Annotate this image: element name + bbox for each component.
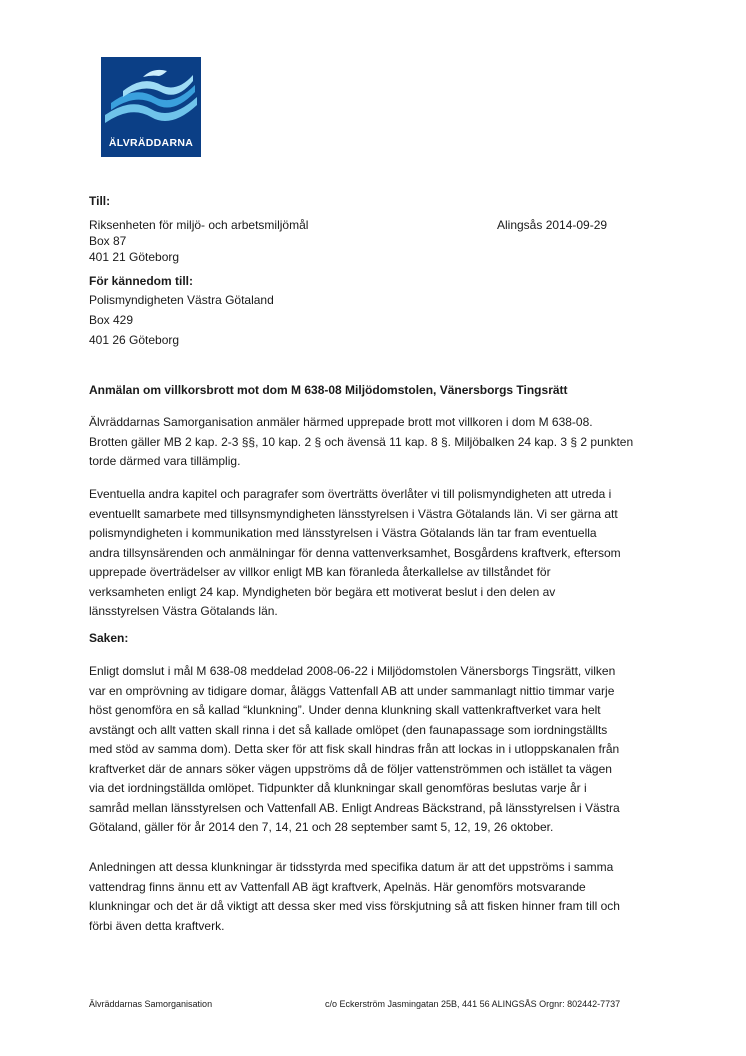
subject-heading: Anmälan om villkorsbrott mot dom M 638-08 Miljödomstolen, Vänersborgs Tingsrätt	[89, 383, 568, 397]
saken-heading: Saken:	[89, 631, 129, 645]
paragraph-line: höst genomföra en så kallad “klunkning”. Under denna klunkning skall vattenkraftverket vara helt	[89, 703, 601, 717]
paragraph-line: klunkningar och det är då viktigt att dessa sker med viss förskjutning så att fisken hinner fram till och	[89, 899, 620, 913]
cc-line: Polismyndigheten Västra Götaland	[89, 293, 274, 307]
cc-line: Box 429	[89, 313, 134, 327]
paragraph-line: Älvräddarnas Samorganisation anmäler härmed upprepade brott mot villkoren i dom M 638-08.	[89, 415, 593, 429]
to-line: 401 21 Göteborg	[89, 250, 180, 264]
letter-date: Alingsås 2014-09-29	[497, 218, 608, 232]
to-line: Box 87	[89, 234, 127, 248]
paragraph-line: Brotten gäller MB 2 kap. 2-3 §§, 10 kap. 2 § och ävensä 11 kap. 8 §. Miljöbalken 24 kap. 3 § 2 punkten	[89, 434, 634, 449]
paragraph-line: kraftverket där de annars söker vägen uppströms då de följer vattenströmmen och istället ta vägen	[89, 761, 612, 776]
wave-fish-icon	[101, 57, 201, 137]
paragraph-line: andra tillsynsärenden och anmälningar för denna vattenverksamhet, Bosgårdens kraftverk, eftersom	[89, 545, 621, 560]
paragraph-line: med stöd av samma dom). Detta sker för att fisk skall hindras från att lockas in i utloppskanalen från	[89, 742, 620, 756]
paragraph-line: Eventuella andra kapitel och paragrafer som överträtts överlåter vi till polismyndigheten att utreda i	[89, 487, 612, 501]
paragraph-line: vattendrag finns ännu ett av Vattenfall AB ägt kraftverk, Apelnäs. Här genomförs motsvarande	[89, 879, 586, 894]
paragraph-line: eventuellt samarbete med tillsynsmyndigheten länsstyrelsen i Västra Götalands län. Vi ser gärna att	[89, 506, 618, 521]
paragraph-line: var en omprövning av tidigare domar, åläggs Vattenfall AB att under sammanlagt nittio timmar varje	[89, 683, 615, 698]
to-label: Till:	[89, 194, 111, 208]
paragraph-line: samråd mellan länsstyrelsen och Vattenfall AB. Enligt Andreas Bäckstrand, på länsstyrelsen i Västra	[89, 800, 620, 815]
footer-address: c/o Eckerström Jasmingatan 25B, 441 56 ALINGSÅS Orgnr: 802442-7737	[325, 999, 621, 1009]
paragraph-2	[89, 485, 669, 622]
paragraph-line: Götaland, gäller för år 2014 den 7, 14, 21 och 28 september samt 5, 12, 19, 26 oktober.	[89, 820, 554, 834]
paragraph-line: länsstyrelsen Västra Götalands län.	[89, 604, 278, 618]
paragraph-line: avstängt och allt vatten skall rinna i det så kallade omlöpet (den faunapassage som iordningställts	[89, 722, 608, 737]
to-line: Riksenheten för miljö- och arbetsmiljömål	[89, 218, 309, 232]
paragraph-3	[89, 662, 669, 838]
alvraddarna-logo	[101, 57, 201, 157]
logo-text: ÄLVRÄDDARNA	[108, 137, 194, 149]
paragraph-line: Anledningen att dessa klunkningar är tidsstyrda med specifika datum är att det uppströms i samma	[89, 860, 614, 874]
paragraph-line: verksamheten enligt 24 kap. Myndigheten bör begära ett motiverat beslut i den delen av	[89, 584, 556, 599]
paragraph-line: via det iordningställda omlöpet. Tidpunkter då klunkningar skall genomföras beslutas varje år i	[89, 781, 587, 795]
paragraph-line: Enligt domslut i mål M 638-08 meddelad 2008-06-22 i Miljödomstolen Vänersborgs Tingsrätt, vilken	[89, 664, 616, 678]
cc-label: För kännedom till:	[89, 274, 194, 288]
paragraph-line: förbi även detta kraftverk.	[89, 918, 225, 933]
cc-line: 401 26 Göteborg	[89, 333, 180, 347]
paragraph-line: torde därmed vara tillämplig.	[89, 454, 241, 468]
paragraph-line: upprepade överträdelser av villkor enligt MB kan föranleda återkallelse av tillståndet för	[89, 565, 551, 579]
paragraph-4	[89, 858, 669, 936]
paragraph-1	[89, 413, 669, 472]
paragraph-line: polismyndigheten i kommunikation med länsstyrelsen i Västra Götalands län tar fram eventuella	[89, 526, 597, 540]
footer-organisation: Älvräddarnas Samorganisation	[89, 999, 213, 1009]
